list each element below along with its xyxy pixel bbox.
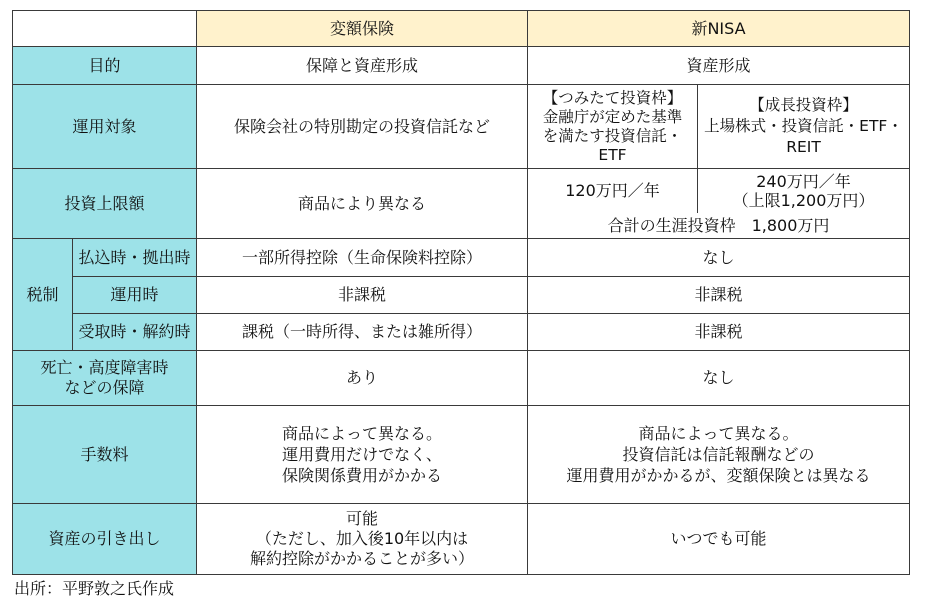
cell-text: 非課税 xyxy=(694,285,743,304)
row-label-text: 受取時・解約時 xyxy=(78,322,191,341)
row-label-line: 死亡・高度障害時 xyxy=(40,358,169,377)
row-label-text: 手数料 xyxy=(80,444,129,464)
investment-limit-insurance-cell xyxy=(197,169,527,238)
row-label-text: 税制 xyxy=(26,284,59,304)
death-disability-insurance-cell xyxy=(197,351,527,405)
cell-line: 投資信託は信託報酬などの xyxy=(622,445,815,464)
investment-target-tsumitate-cell xyxy=(528,85,697,168)
tax-operation-insurance-cell xyxy=(197,277,527,313)
investment-target-insurance-cell xyxy=(197,85,527,168)
cell-line: 保険関係費用がかかる xyxy=(281,466,442,485)
comparison-table xyxy=(12,10,910,575)
fees-insurance-cell xyxy=(197,406,527,503)
cell-text: 商品により異なる xyxy=(297,193,426,213)
tax-payment-nisa-cell xyxy=(528,239,909,276)
purpose-insurance-cell xyxy=(197,47,527,84)
source-note: 出所：平野敦之氏作成 xyxy=(14,579,175,598)
cell-line: 商品によって異なる。 xyxy=(281,424,442,443)
sub-label-payment xyxy=(73,239,196,276)
cell-line: ETF xyxy=(598,145,627,164)
row-label-text: 運用時 xyxy=(110,285,159,304)
row-label-text: 運用対象 xyxy=(72,116,137,136)
row-label-line: などの保障 xyxy=(64,378,145,397)
cell-line: 運用費用だけでなく、 xyxy=(282,445,442,464)
purpose-nisa-cell xyxy=(528,47,909,84)
row-label-text: 資産の引き出し xyxy=(48,529,161,548)
cell-text: 課税（一時所得、または雑所得） xyxy=(241,322,482,341)
tax-operation-nisa-cell xyxy=(528,277,909,313)
withdrawal-insurance-cell xyxy=(197,504,527,574)
row-label-text: 投資上限額 xyxy=(64,193,145,213)
withdrawal-nisa-cell xyxy=(528,504,909,574)
growth-limit xyxy=(698,169,909,213)
row-label-taxation xyxy=(13,239,72,350)
tax-receipt-insurance-cell xyxy=(197,314,527,350)
tsumitate-limit xyxy=(528,169,697,213)
cell-line: を満たす投資信託・ xyxy=(542,126,683,145)
cell-line: 【つみたて投資枠】 xyxy=(542,88,683,107)
tax-receipt-nisa-cell xyxy=(528,314,909,350)
cell-text: 非課税 xyxy=(337,285,386,304)
cell-line: 上場株式・投資信託・ETF・ xyxy=(704,117,903,135)
header-new-nisa xyxy=(528,11,909,46)
cell-text: 120万円／年 xyxy=(565,181,660,200)
cell-text: なし xyxy=(702,247,735,267)
cell-line: 運用費用がかかるが、変額保険とは異なる xyxy=(566,466,871,485)
investment-limit-nisa-cell xyxy=(528,169,909,238)
cell-text: 保険会社の特別勘定の投資信託など xyxy=(233,116,490,136)
header-corner-cell xyxy=(13,11,196,46)
header-variable-insurance xyxy=(197,11,527,46)
cell-line: （ただし、加入後10年以内は xyxy=(255,529,469,548)
row-label-investment-target xyxy=(13,85,196,168)
header-variable-insurance-text: 変額保険 xyxy=(329,18,394,38)
tax-payment-insurance-cell xyxy=(197,239,527,276)
cell-text: あり xyxy=(345,368,378,387)
cell-text: 資産形成 xyxy=(686,55,751,75)
cell-line: 金融庁が定めた基準 xyxy=(542,107,683,126)
cell-line: 解約控除がかかることが多い） xyxy=(249,549,474,568)
cell-line: REIT xyxy=(786,138,821,156)
cell-text: なし xyxy=(702,368,735,387)
cell-text: 一部所得控除（生命保険料控除） xyxy=(241,247,482,267)
cell-line: 可能 xyxy=(345,509,378,528)
cell-line: 240万円／年 xyxy=(756,172,851,191)
row-label-withdrawal xyxy=(13,504,196,574)
cell-text: 保障と資産形成 xyxy=(305,55,418,75)
row-label-death-disability xyxy=(13,351,196,405)
cell-text: 非課税 xyxy=(694,322,743,341)
row-label-purpose xyxy=(13,47,196,84)
cell-text: いつでも可能 xyxy=(670,529,767,548)
cell-line: 【成長投資枠】 xyxy=(749,96,858,114)
row-label-investment-limit xyxy=(13,169,196,238)
cell-line: 商品によって異なる。 xyxy=(638,424,799,443)
row-label-text: 払込時・拠出時 xyxy=(78,247,191,267)
investment-target-growth-cell xyxy=(698,85,909,168)
lifetime-limit: 合計の生涯投資枠 1,800万円 xyxy=(607,216,830,235)
fees-nisa-cell xyxy=(528,406,909,503)
header-new-nisa-text: 新NISA xyxy=(691,18,746,38)
death-disability-nisa-cell xyxy=(528,351,909,405)
row-label-text: 目的 xyxy=(88,55,121,75)
sub-label-operation xyxy=(73,277,196,313)
row-label-fees xyxy=(13,406,196,503)
cell-line: （上限1,200万円） xyxy=(732,191,875,210)
sub-label-receipt xyxy=(73,314,196,350)
